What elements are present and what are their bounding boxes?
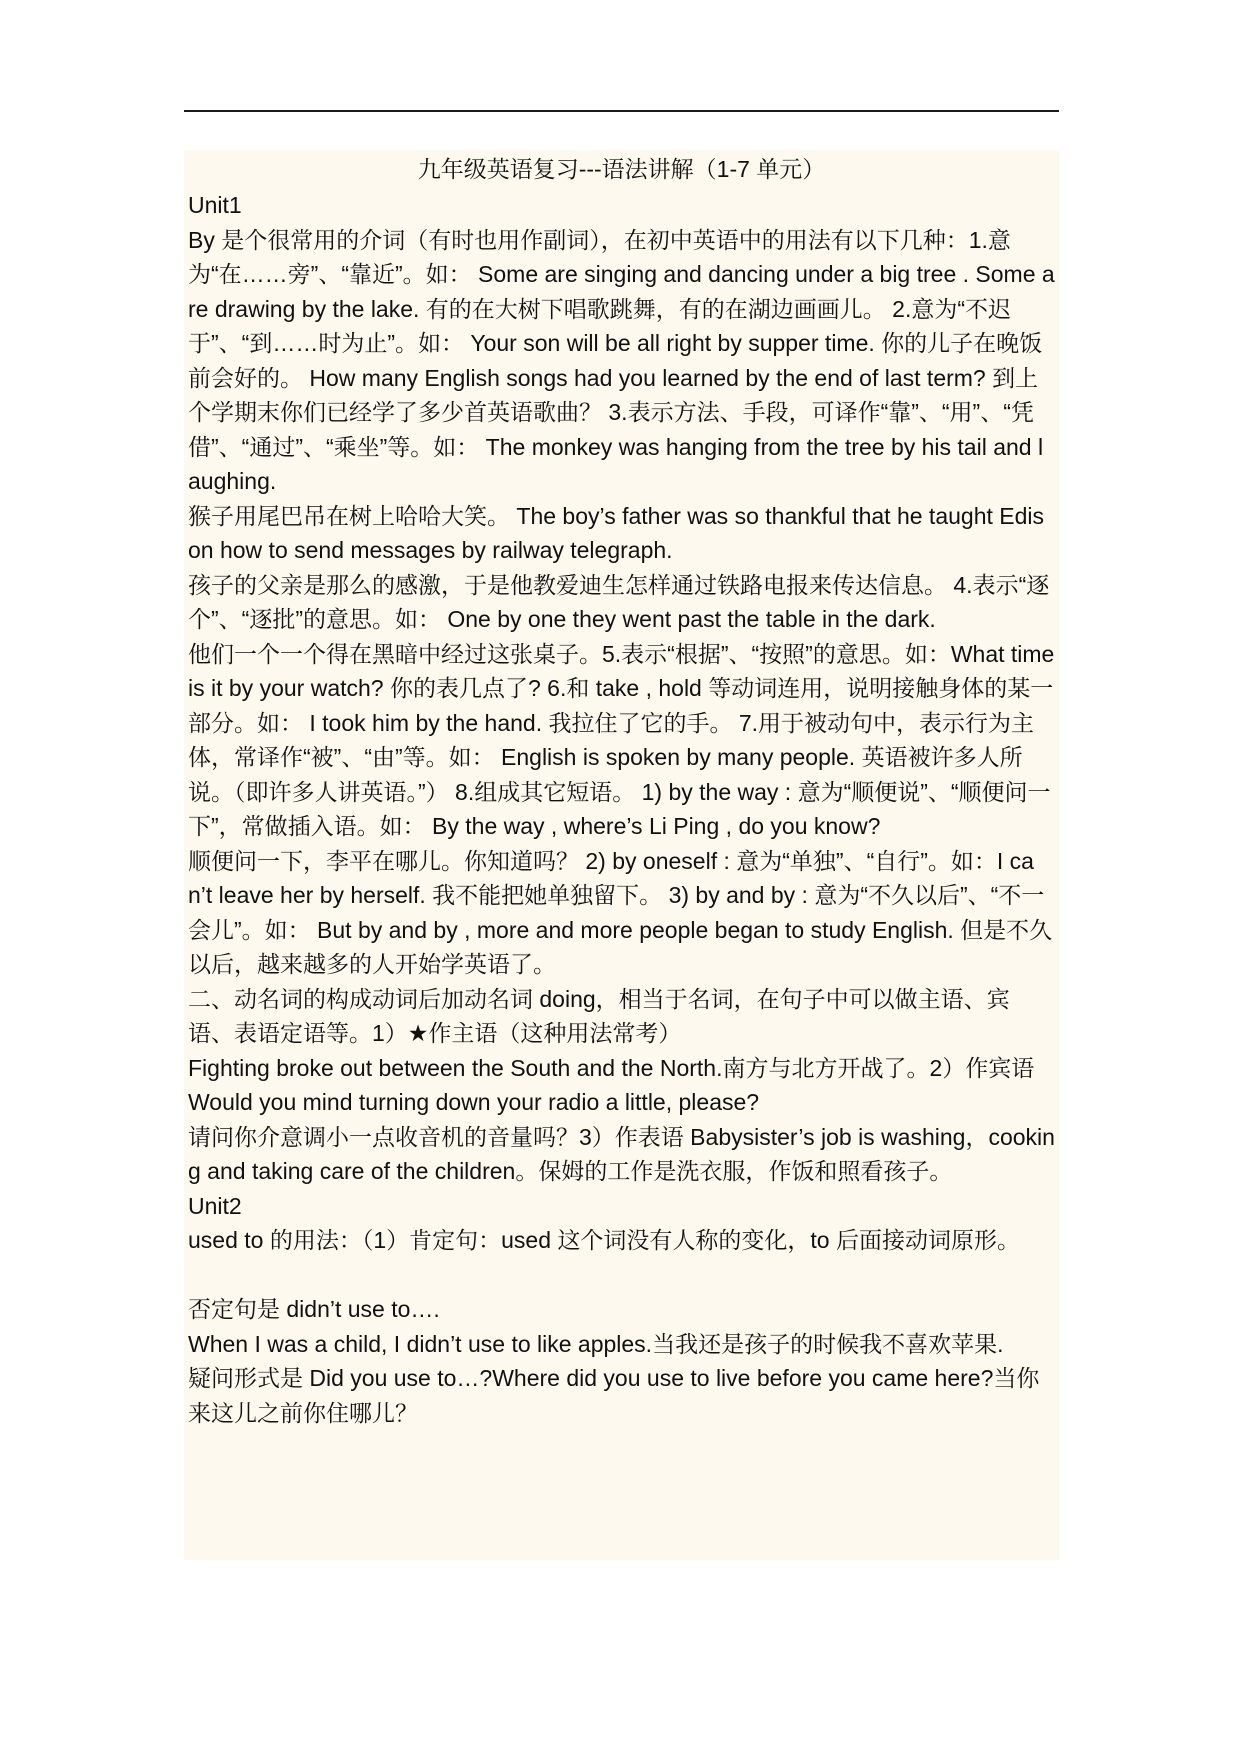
paragraph-monkey-translation: 猴子用尾巴吊在树上哈哈大笑。 The boy’s father was so thankful that he taught Edison how to send messages by railway telegraph.: [188, 502, 1045, 563]
paragraph-negative-example: When I was a child, I didn’t use to like apples.当我还是孩子的时候我不喜欢苹果.: [188, 1330, 1004, 1357]
paragraph-used-to: used to 的用法：（1）肯定句：used 这个词没有人称的变化，to 后面接动词原形。: [188, 1227, 1020, 1253]
paragraph-gerund-intro: 二、动名词的构成动词后加动名词 doing，相当于名词，在句子中可以做主语、宾语、表语定语等。1）★作主语（这种用法常考）: [188, 985, 1010, 1046]
blank-line: [188, 1258, 1055, 1293]
paragraph-unit1-heading: Unit1: [188, 192, 242, 218]
paragraph-gerund-object: 请问你介意调小一点收音机的音量吗？3）作表语 Babysister’s job is washing，cooking and taking care of the children。保姆的工作是洗衣服，作饭和照看孩子。: [188, 1123, 1055, 1184]
document-title: 九年级英语复习---语法讲解（1-7 单元）: [417, 156, 826, 182]
paragraph-gerund-subject: Fighting broke out between the South and the North.南方与北方开战了。2）作宾语 Would you mind turning down your radio a little, please?: [188, 1054, 1035, 1115]
document-body: [184, 150, 1059, 1560]
paragraph-telegraph-translation: 孩子的父亲是那么的感激，于是他教爱迪生怎样通过铁路电报来传达信息。 4.表示“逐个”、“逐批”的意思。如： One by one they went past the table in the dark.: [188, 571, 1050, 632]
header-rule: [184, 110, 1059, 112]
paragraph-by-the-way-translation: 顺便问一下，李平在哪儿。你知道吗？ 2) by oneself : 意为“单独”、“自行”。如：I can’t leave her by herself. 我不能把她单独留下。 3) by and by : 意为“不久以后”、“不一会儿”。如： But by and by , more and more people began to study English. 但是不久以后，越来越多的人开始学英语了。: [188, 847, 1053, 977]
paragraph-negative-form: 否定句是 didn’t use to….: [188, 1296, 440, 1322]
paragraph-unit2-heading: Unit2: [188, 1192, 242, 1219]
paragraph-question-form: 疑问形式是 Did you use to…?Where did you use to live before you came here?当你来这儿之前你住哪儿？: [188, 1365, 1040, 1426]
paragraph-dark-translation: 他们一个一个得在黑暗中经过这张桌子。5.表示“根据”、“按照”的意思。如：What time is it by your watch? 你的表几点了? 6.和 take , hold 等动词连用，说明接触身体的某一部分。如： I took him by the hand. 我拉住了它的手。 7.用于被动句中，表示行为主体，常译作“被”、“由”等。如： English is spoken by many people. 英语被许多人所说。（即许多人讲英语。”） 8.组成其它短语。 1) by the way : 意为“顺便说”、“顺便问一下”，常做插入语。如： By the way , where’s Li Ping , do you know?: [188, 640, 1055, 839]
paragraph-by-usage: By 是个很常用的介词（有时也用作副词），在初中英语中的用法有以下几种：1.意为“在……旁”、“靠近”。如： Some are singing and dancing under a big tree . Some are drawing by the lake. 有的在大树下唱歌跳舞，有的在湖边画画儿。 2.意为“不迟于”、“到……时为止”。如： Your son will be all right by supper time. 你的儿子在晚饭前会好的。 How many English songs had you learned by the end of last term? 到上个学期末你们已经学了多少首英语歌曲？ 3.表示方法、手段，可译作“靠”、“用”、“凭借”、“通过”、“乘坐”等。如： The monkey was hanging from the tree by his tail and laughing.: [188, 226, 1055, 494]
